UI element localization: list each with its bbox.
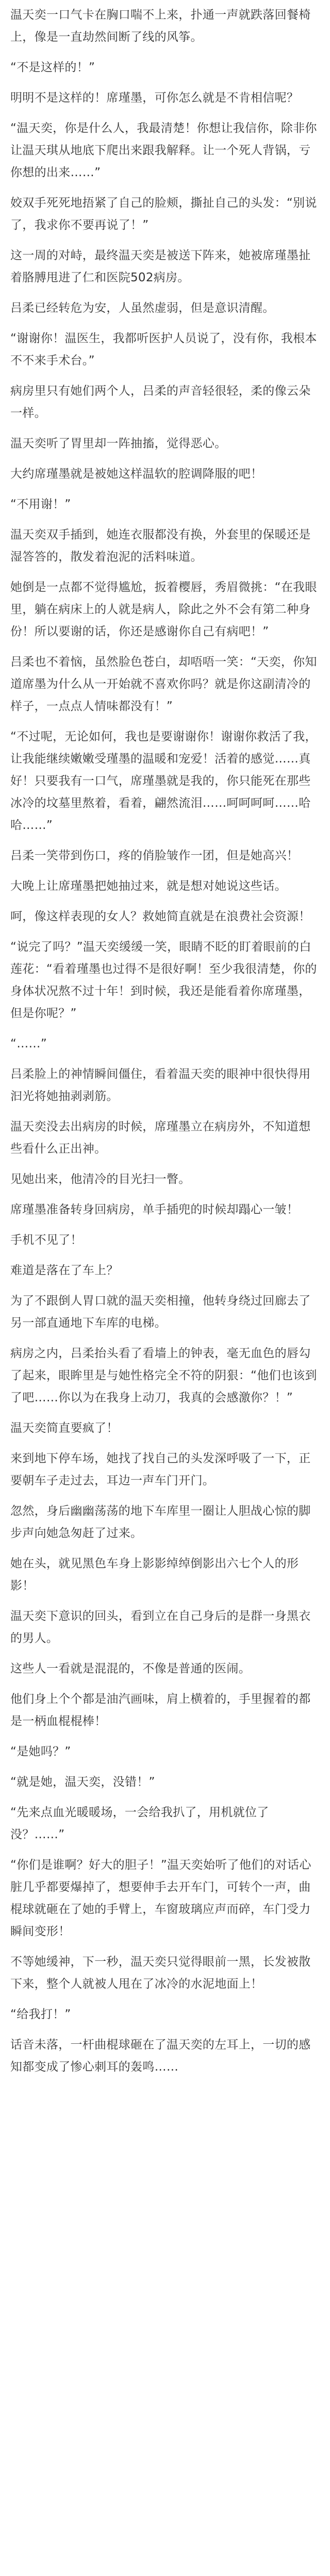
paragraph-38: “就是她，温天奕，没错！”: [10, 1775, 155, 1789]
paragraph-40: “你们是谁啊？好大的胆子！”温天奕始听了他们的对话心脏几乎都要爆掉了，想要伸手去开车门，可转个一声，曲棍球就砸在了她的手臂上，车窗玻璃应声而碎，车门受力瞬间变形！: [10, 1858, 311, 1938]
paragraph-6: 这一周的对峙，最终温天奕是被送下阵来，她被席瑾墨扯着胳膊甩进了仁和医院502病房。: [10, 249, 311, 284]
paragraph-20: “说完了吗？”温天奕缓缓一笑，眼睛不眨的盯着眼前的白莲花：“看着瑾墨也过得不是很好啊！至少我很清楚，你的身体状况熬不过十年！到时候，我还是能看着你席瑾墨，但是你呢？”: [10, 940, 317, 1020]
paragraph-29: 病房之内，吕柔抬头看了看墙上的钟表，毫无血色的唇勾了起来，眼眸里是与她性格完全不符的阴狠：“他们也该到了吧……你以为在我身上动刀，我真的会感激你？！”: [10, 1347, 317, 1404]
paragraph-15: 吕柔也不着恼，虽然脸色苍白，却唔唔一笑：“天奕，你知道席墨为什么从一开始就不喜欢你吗？就是你这副清冷的样子，一点点人情味都没有！”: [10, 655, 317, 713]
paragraph-28: 为了不跟倒人胃口就的温天奕相撞，他转身绕过回廊去了另一部直通地下车库的电梯。: [10, 1294, 311, 1330]
paragraph-30: 温天奕简直要疯了！: [10, 1421, 119, 1435]
paragraph-21: “……”: [10, 1037, 47, 1050]
paragraph-22: 吕柔脸上的神情瞬间僵住，看着温天奕的眼神中很快得用汩光将她抽剥剥筋。: [10, 1067, 311, 1103]
paragraph-11: 大约席瑾墨就是被她这样温软的腔调降服的吧！: [10, 467, 263, 481]
paragraph-41: 不等她缓神，下一秒，温天奕只觉得眼前一黑，长发被散下来，整个人就被人甩在了冰冷的水泥地面上！: [10, 1955, 311, 1991]
paragraph-27: 难道是落在了车上？: [10, 1264, 119, 1277]
paragraph-2: “不是这样的！”: [10, 61, 95, 74]
paragraph-8: “谢谢你！温医生，我都听医护人员说了，没有你，我根本不不来手术台。”: [10, 332, 317, 367]
paragraph-14: 她倒是一点都不觉得尴尬，扳着樱唇，秀眉微挑：“在我眼里，躺在病床上的人就是病人，除此之外不会有第二种身份！所以要谢的话，你还是感谢你自己有病吧！”: [10, 581, 317, 638]
paragraph-10: 温天奕听了胃里却一阵抽搐，觉得恶心。: [10, 437, 227, 450]
paragraph-26: 手机不见了！: [10, 1233, 82, 1247]
paragraph-25: 席瑾墨准备转身回病房，单手插兜的时候却蹋心一皱！: [10, 1203, 299, 1216]
paragraph-5: 姣双手死死地捂紧了自己的脸颊，撕扯自己的头发：“别说了，我求你不要再说了！”: [10, 196, 317, 232]
paragraph-12: “不用谢！”: [10, 498, 71, 511]
paragraph-4: “温天奕，你是什么人，我最清楚！你想让我信你，除非你让温天琪从地底下爬出来跟我解释。让一个死人背锅，亏你想的出来……”: [10, 122, 317, 179]
paragraph-31: 来到地下停车场，她找了找自己的头发深呼吸了一下，正要朝车子走过去，耳边一声车门开门。: [10, 1452, 311, 1487]
paragraph-13: 温天奕双手插到，她连衣服都没有换，外套里的保暖还是湿答答的，散发着泡泥的活料味道。: [10, 528, 311, 564]
paragraph-18: 大晚上让席瑾墨把她抽过来，就是想对她说这些话。: [10, 879, 287, 893]
paragraph-1: 温天奕一口气卡在胸口喘不上来，扑通一声就跌落回餐椅上，像是一直劫然间断了线的风筝。: [10, 8, 311, 44]
paragraph-33: 她在头，就见黑色车身上影影绰绰倒影出六七个人的形影！: [10, 1557, 299, 1592]
paragraph-37: “是她吗？”: [10, 1745, 71, 1758]
paragraph-35: 这些人一看就是混混的，不像是普通的医闹。: [10, 1662, 251, 1675]
paragraph-23: 温天奕没去出病房的时候，席瑾墨立在病房外，不知道想些看什么正出神。: [10, 1120, 311, 1156]
paragraph-16: “不过呢，无论如何，我也是要谢谢你！谢谢你救活了我，让我能继续嫩嫩受瑾墨的温暖和宠爱！活着的感觉……真好！只要我有一口气，席瑾墨就是我的，你只能死在那些冰冷的坟墓里熬着，看着，翩然流泪……呵呵呵呵……哈哈……”: [10, 730, 317, 832]
paragraph-32: 忽然，身后幽幽荡荡的地下车库里一圈让人胆战心惊的脚步声向她急匆赶了过来。: [10, 1504, 311, 1540]
paragraph-3: 明明不是这样的！席瑾墨，可你怎么就是不肯相信呢？: [10, 91, 299, 105]
paragraph-43: 话音未落，一杆曲棍球砸在了温天奕的左耳上，一切的感知都变成了惨心刺耳的轰鸣……: [10, 2038, 311, 2074]
paragraph-24: 见她出来，他清冷的目光扫一瞥。: [10, 1173, 191, 1186]
paragraph-9: 病房里只有她们两个人，吕柔的声音轻很轻，柔的像云朵一样。: [10, 384, 311, 420]
paragraph-42: “给我打！”: [10, 2008, 71, 2021]
paragraph-39: “先来点血光暖暖场，一会给我扒了，用机就位了没？……”: [10, 1806, 269, 1841]
paragraph-34: 温天奕下意识的回头，看到立在自己身后的是群一身黑衣的男人。: [10, 1609, 311, 1645]
paragraph-7: 吕柔已经转危为安，人虽然虚弱，但是意识清醒。: [10, 301, 275, 315]
paragraph-17: 吕柔一笑带到伤口，疼的俏脸皱作一团，但是她高兴！: [10, 849, 299, 862]
paragraph-19: 呵，像这样表现的女人？救她简直就是在浪费社会资源！: [10, 910, 311, 923]
paragraph-36: 他们身上个个都是油汽画味，肩上横着的，手里握着的都是一柄血棍棍棒！: [10, 1692, 311, 1728]
